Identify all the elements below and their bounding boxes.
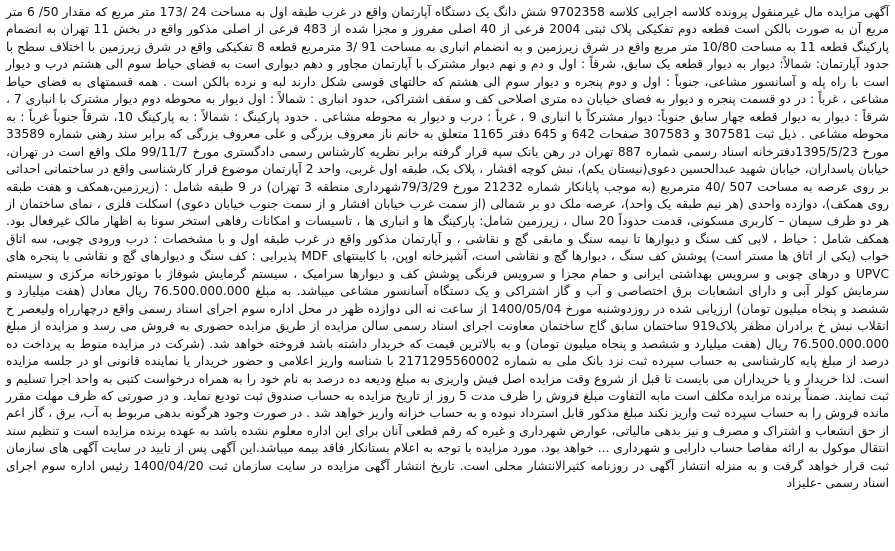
- auction-notice-body: آگهی مزایده مال غیرمنقول پرونده کلاسه اجرایی کلاسه 9702358 شش دانگ یک دستگاه آپارتمان واقع در غرب طبقه اول به مساحت 24 /173 متر مربع که مقدار 50/ 6 متر مربع آن به صورت بالکن است قطعه دوم تفکیکی پلاک ثبتی 2004 فرعی از 40 اصلی مفروز و مجزا شده از 483 فرعی از اصلی مذکور واقع در بخش 11 تهران به انضمام پارکینگ قطعه 11 به مساحت 10/80 متر مربع واقع در شرق زیرزمین و به انضمام انباری به مساحت 91 /3 مترمربع قطعه 8 تفکیکی واقع در شرق زیرزمین با اختلاف سطح با حدود آپارتمان: شمالاً: دیوار به دیوار قطعه یک سابق، شرقاً : اول و دم و نهم دیوار مشترک با آپارتمان مجاور و دهم دیواری است به فضای حیاط سوم الی هشتم درب و دیوار است با راه پله و آسانسور مشاعی، جنوباً : اول و دوم پنجره و دیوار سوم الی هشتم که حالتهای قوسی شکل دارند لبه و نرده بالکن است . همه قسمتهای به فضای حیاط مشاعی ، غرباً : در دو قسمت پنجره و دیوار به فضای خیابان ده متری اصلاحی کف و سقف اشتراکی، حدود انباری : شمالاً : اول دیوار به محوطه دوم دیوار مشترک با انباری 7 ، شرقاً : دیوار به دیوار قطعه چهار سابق جنوباً: دیوار مشترکاً با انباری 9 ، غرباً : درب و دیوار به محوطه مشاعی . حدود پارکینگ : شمالاً : به پارکینگ 10، شرقاً جنوباً غرباً : به محوطه مشاعی . ذیل ثبت 307581 و 307583 صفحات 642 و 645 دفتر 1165 متعلق به خانم ناز معروف بزرگی و علی معروف بزرگی که برابر سند رهنی شماره 33589 مورخ 1395/5/23دفترخانه اسناد رسمی شماره 887 تهران در رهن بانک سپه قرار گرفته برابر نظریه کارشناس رسمی دادگستری مورخ 99/11/7 ملک واقع است در تهران، خیابان پاسداران، خیابان شهید عبدالحسین دعوی(نیستان یکم)، نبش کوچه افشار ، پلاک یک، طبقه اول غربی، واحد 2 آپارتمان موضوع قرار کارشناسی واقع در ساختمانی احداثی بر روی عرصه به مساحت 507 /40 مترمربع (به موجب پایانکار شماره 21232 مورخ 79/3/29شهرداری منطقه 3 تهران) در 9 طبقه شامل : (زیرزمین،همکف و هفت طبقه روی همکف)، دوازده واحدی (هر نیم طبقه یک واحد)، عرصه ملک دو بر شمالی (از سمت غرب خیابان افشار و از سمت جنوب خیابان دعوی) اسکلت فلزی ، نمای ساختمان از هر دو طرف سیمان – کاربری مسکونی، قدمت حدوداً 20 سال ، زیرزمین شامل: پارکینگ ها و انباری ها ، تاسیسات و امکانات رفاهی استخر سونا به اظهار مالک غیرفعال بود. همکف شامل : حیاط ، لابی کف سنگ و دیوارها تا نیمه سنگ و مابقی گچ و نقاشی ، و آپارتمان مذکور واقع در غرب طبقه اول و با مشخصات : درب ورودی چوبی، سه اتاق خواب (یکی از اتاق ها مستر است) پوشش کف سنگ ، دیوارها گچ و نقاشی است، آشپزخانه اوپن، با کابینتهای MDF پذیرایی : کف سنگ و دیوارهای گچ و نقاشی با پنجره های UPVC و درهای چوبی و سرویس بهداشتی ایرانی و حمام مجزا و سرویس فرنگی پوشش کف و دیوارها سرامیک ، سیستم گرمایش شوفاژ با موتورخانه مرکزی و سیستم سرمایش کولر آبی و دارای انشعابات برق اختصاصی و آب و گاز اشتراکی و یک دستگاه آسانسور مشاعی میباشد. به مبلغ 76.500.000.000 ریال معادل (هفت میلیارد و ششصد و پنجاه میلیون تومان) ارزیابی شده در روزدوشنبه مورخ 1400/05/04 از ساعت نه الی دوازده ظهر در محل اداره سوم اجرای اسناد رسمی واقع درچهارراه ولیعصر خ انقلاب نبش خ برادران مظفر پلاک919 ساختمان سابق گاج ساختمان معاونت اجرای اسناد رسمی سالن مزایده از طریق مزایده حضوری به فروش می رسد و مزایده از مبلغ 76.500.000.000 ریال (هفت میلیارد و ششصد و پنجاه میلیون تومان) و به بالاترین قیمت که خریدار داشته باشد فروخته خواهد شد. (شرکت در مزایده منوط به پرداخت ده درصد از مبلغ پایه کارشناسی به حساب سپرده ثبت نزد بانک ملی به شماره 2171295560002 با شناسه واریز اعلامی و حضور خریدار یا نماینده قانونی او در جلسه مزایده است. لذا خریدار و یا خریداران می بایست تا قبل از شروع وقت مزایده اصل فیش واریزی به مبلغ ودیعه ده درصد به نام خود را به همراه درخواست کتبی به واحد اجرا تسلیم و ثبت نمایند. ضمناً برنده مزایده مکلف است مابه التفاوت مبلغ فروش را ظرف مدت 5 روز از تاریخ مزایده به حساب صندوق ثبت تودیع نماید. و در صورتی که ظرف مهلت مقرر مانده فروش را به حساب سپرده ثبت واریز نکند مبلغ مذکور قابل استرداد نبوده و به حساب خزانه واریز خواهد شد . در صورت وجود هرگونه بدهی مربوط به آب، برق ، گاز اعم از حق انشعاب و اشتراک و مصرف و نیز بدهی مالیاتی، عوارض شهرداری و غیره که رقم قطعی آنان برای این اداره معلوم نشده باشد به عهده برنده مزایده است و تنظیم سند انتقال موکول به ارائه مفاصا حساب دارایی و شهرداری ... خواهد بود. مورد مزایده با توجه به اعلام بستانکار فاقد بیمه میباشد.این آگهی پس از تایید در سایت آگهی های سازمان ثبت قرار خواهد گرفت و به منزله انتشار آگهی در روزنامه کثیرالانتشار محلی است. تاریخ انتشار آگهی مزایده در سایت سازمان ثبت 1400/04/20 رئیس اداره سوم اجرای اسناد رسمی -علیزاد: [6, 5, 890, 491]
